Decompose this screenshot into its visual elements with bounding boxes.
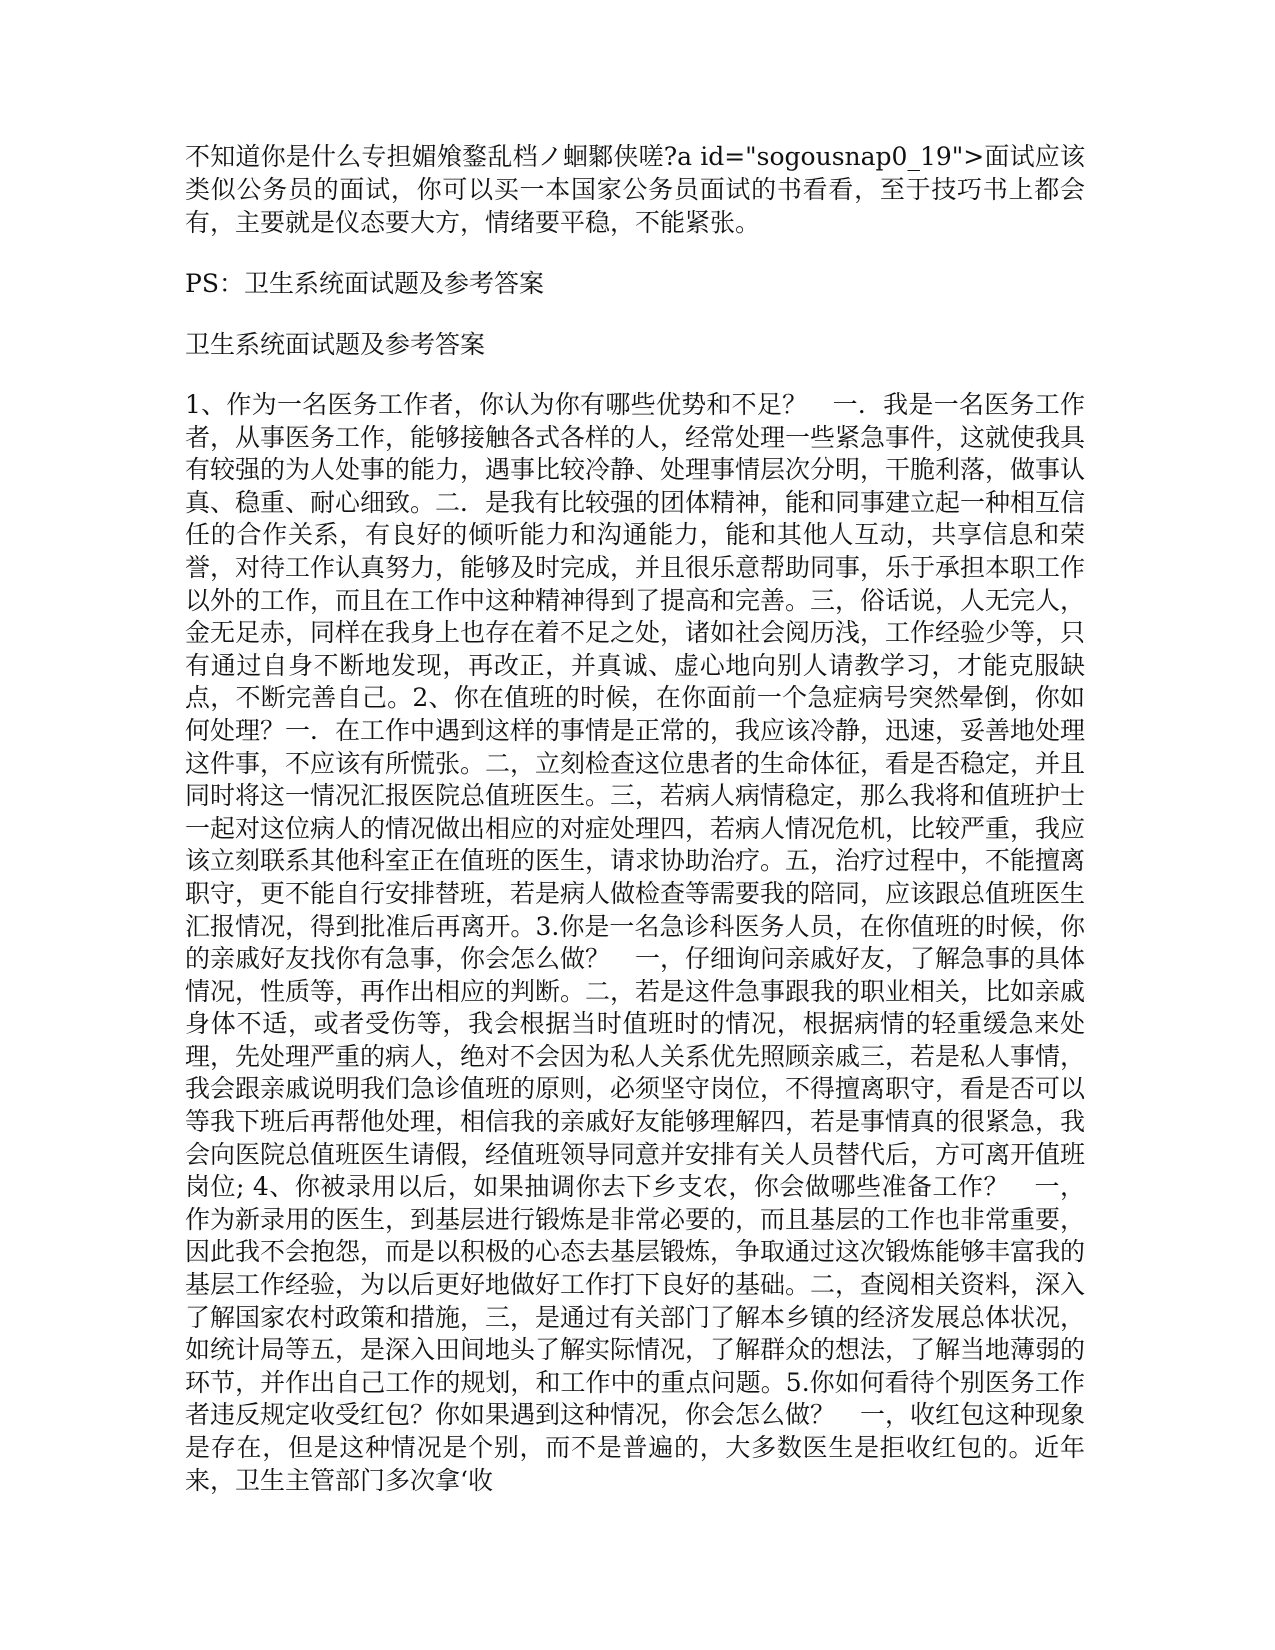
body-paragraph: 1、作为一名医务工作者，你认为你有哪些优势和不足？ 一．我是一名医务工作者，从事医务工作，能够接触各式各样的人，经常处理一些紧急事件，这就使我具有较强的为人处事的能力，遇事比较冷静、处理事情层次分明，干脆利落，做事认真、稳重、耐心细致。二．是我有比较强的团体精神，能和同事建立起一种相互信任的合作关系，有良好的倾听能力和沟通能力，能和其他人互动，共享信息和荣誉，对待工作认真努力，能够及时完成，并且很乐意帮助同事，乐于承担本职工作以外的工作，而且在工作中这种精神得到了提高和完善。三，俗话说，人无完人，金无足赤，同样在我身上也存在着不足之处，诸如社会阅历浅，工作经验少等，只有通过自身不断地发现，再改正，并真诚、虚心地向别人请教学习，才能克服缺点，不断完善自己。2、你在值班的时候，在你面前一个急症病号突然晕倒，你如何处理？一．在工作中遇到这样的事情是正常的，我应该冷静，迅速，妥善地处理这件事，不应该有所慌张。二，立刻检查这位患者的生命体征，看是否稳定，并且同时将这一情况汇报医院总值班医生。三，若病人病情稳定，那么我将和值班护士一起对这位病人的情况做出相应的对症处理四，若病人情况危机，比较严重，我应该立刻联系其他科室正在值班的医生，请求协助治疗。五，治疗过程中，不能擅离职守，更不能自行安排替班，若是病人做检查等需要我的陪同，应该跟总值班医生汇报情况，得到批准后再离开。3.你是一名急诊科医务人员，在你值班的时候，你的亲戚好友找你有急事，你会怎么做？ 一，仔细询问亲戚好友，了解急事的具体情况，性质等，再作出相应的判断。二，若是这件急事跟我的职业相关，比如亲戚身体不适，或者受伤等，我会根据当时值班时的情况，根据病情的轻重缓急来处理，先处理严重的病人，绝对不会因为私人关系优先照顾亲戚三，若是私人事情，我会跟亲戚说明我们急诊值班的原则，必须坚守岗位，不得擅离职守，看是否可以等我下班后再帮他处理，相信我的亲戚好友能够理解四，若是事情真的很紧急，我会向医院总值班医生请假，经值班领导同意并安排有关人员替代后，方可离开值班岗位; 4、你被录用以后，如果抽调你去下乡支农，你会做哪些准备工作？ 一，作为新录用的医生，到基层进行锻炼是非常必要的，而且基层的工作也非常重要，因此我不会抱怨，而是以积极的心态去基层锻炼，争取通过这次锻炼能够丰富我的基层工作经验，为以后更好地做好工作打下良好的基础。二，查阅相关资料，深入了解国家农村政策和措施，三，是通过有关部门了解本乡镇的经济发展总体状况，如统计局等五，是深入田间地头了解实际情况，了解群众的想法，了解当地薄弱的环节，并作出自己工作的规划，和工作中的重点问题。5.你如何看待个别医务工作者违反规定收受红包？你如果遇到这种情况，你会怎么做？ 一，收红包这种现象是存在，但是这种情况是个别，而不是普遍的，大多数医生是拒收红包的。近年来，卫生主管部门多次拿‘收: [185, 390, 1086, 1495]
intro-paragraph: 不知道你是什么专担媚飧鍪乱档ノ蛔鄹侠嗟?a id="sogousnap0_19">面试应该类似公务员的面试，你可以买一本国家公务员面试的书看看，至于技巧书上都会有，主要就是仪态要大方，情绪要平稳，不能紧张。: [185, 142, 1085, 237]
ps-line: PS：卫生系统面试题及参考答案: [185, 269, 544, 298]
document-content: [185, 140, 1085, 1497]
section-title: 卫生系统面试题及参考答案: [185, 330, 486, 359]
